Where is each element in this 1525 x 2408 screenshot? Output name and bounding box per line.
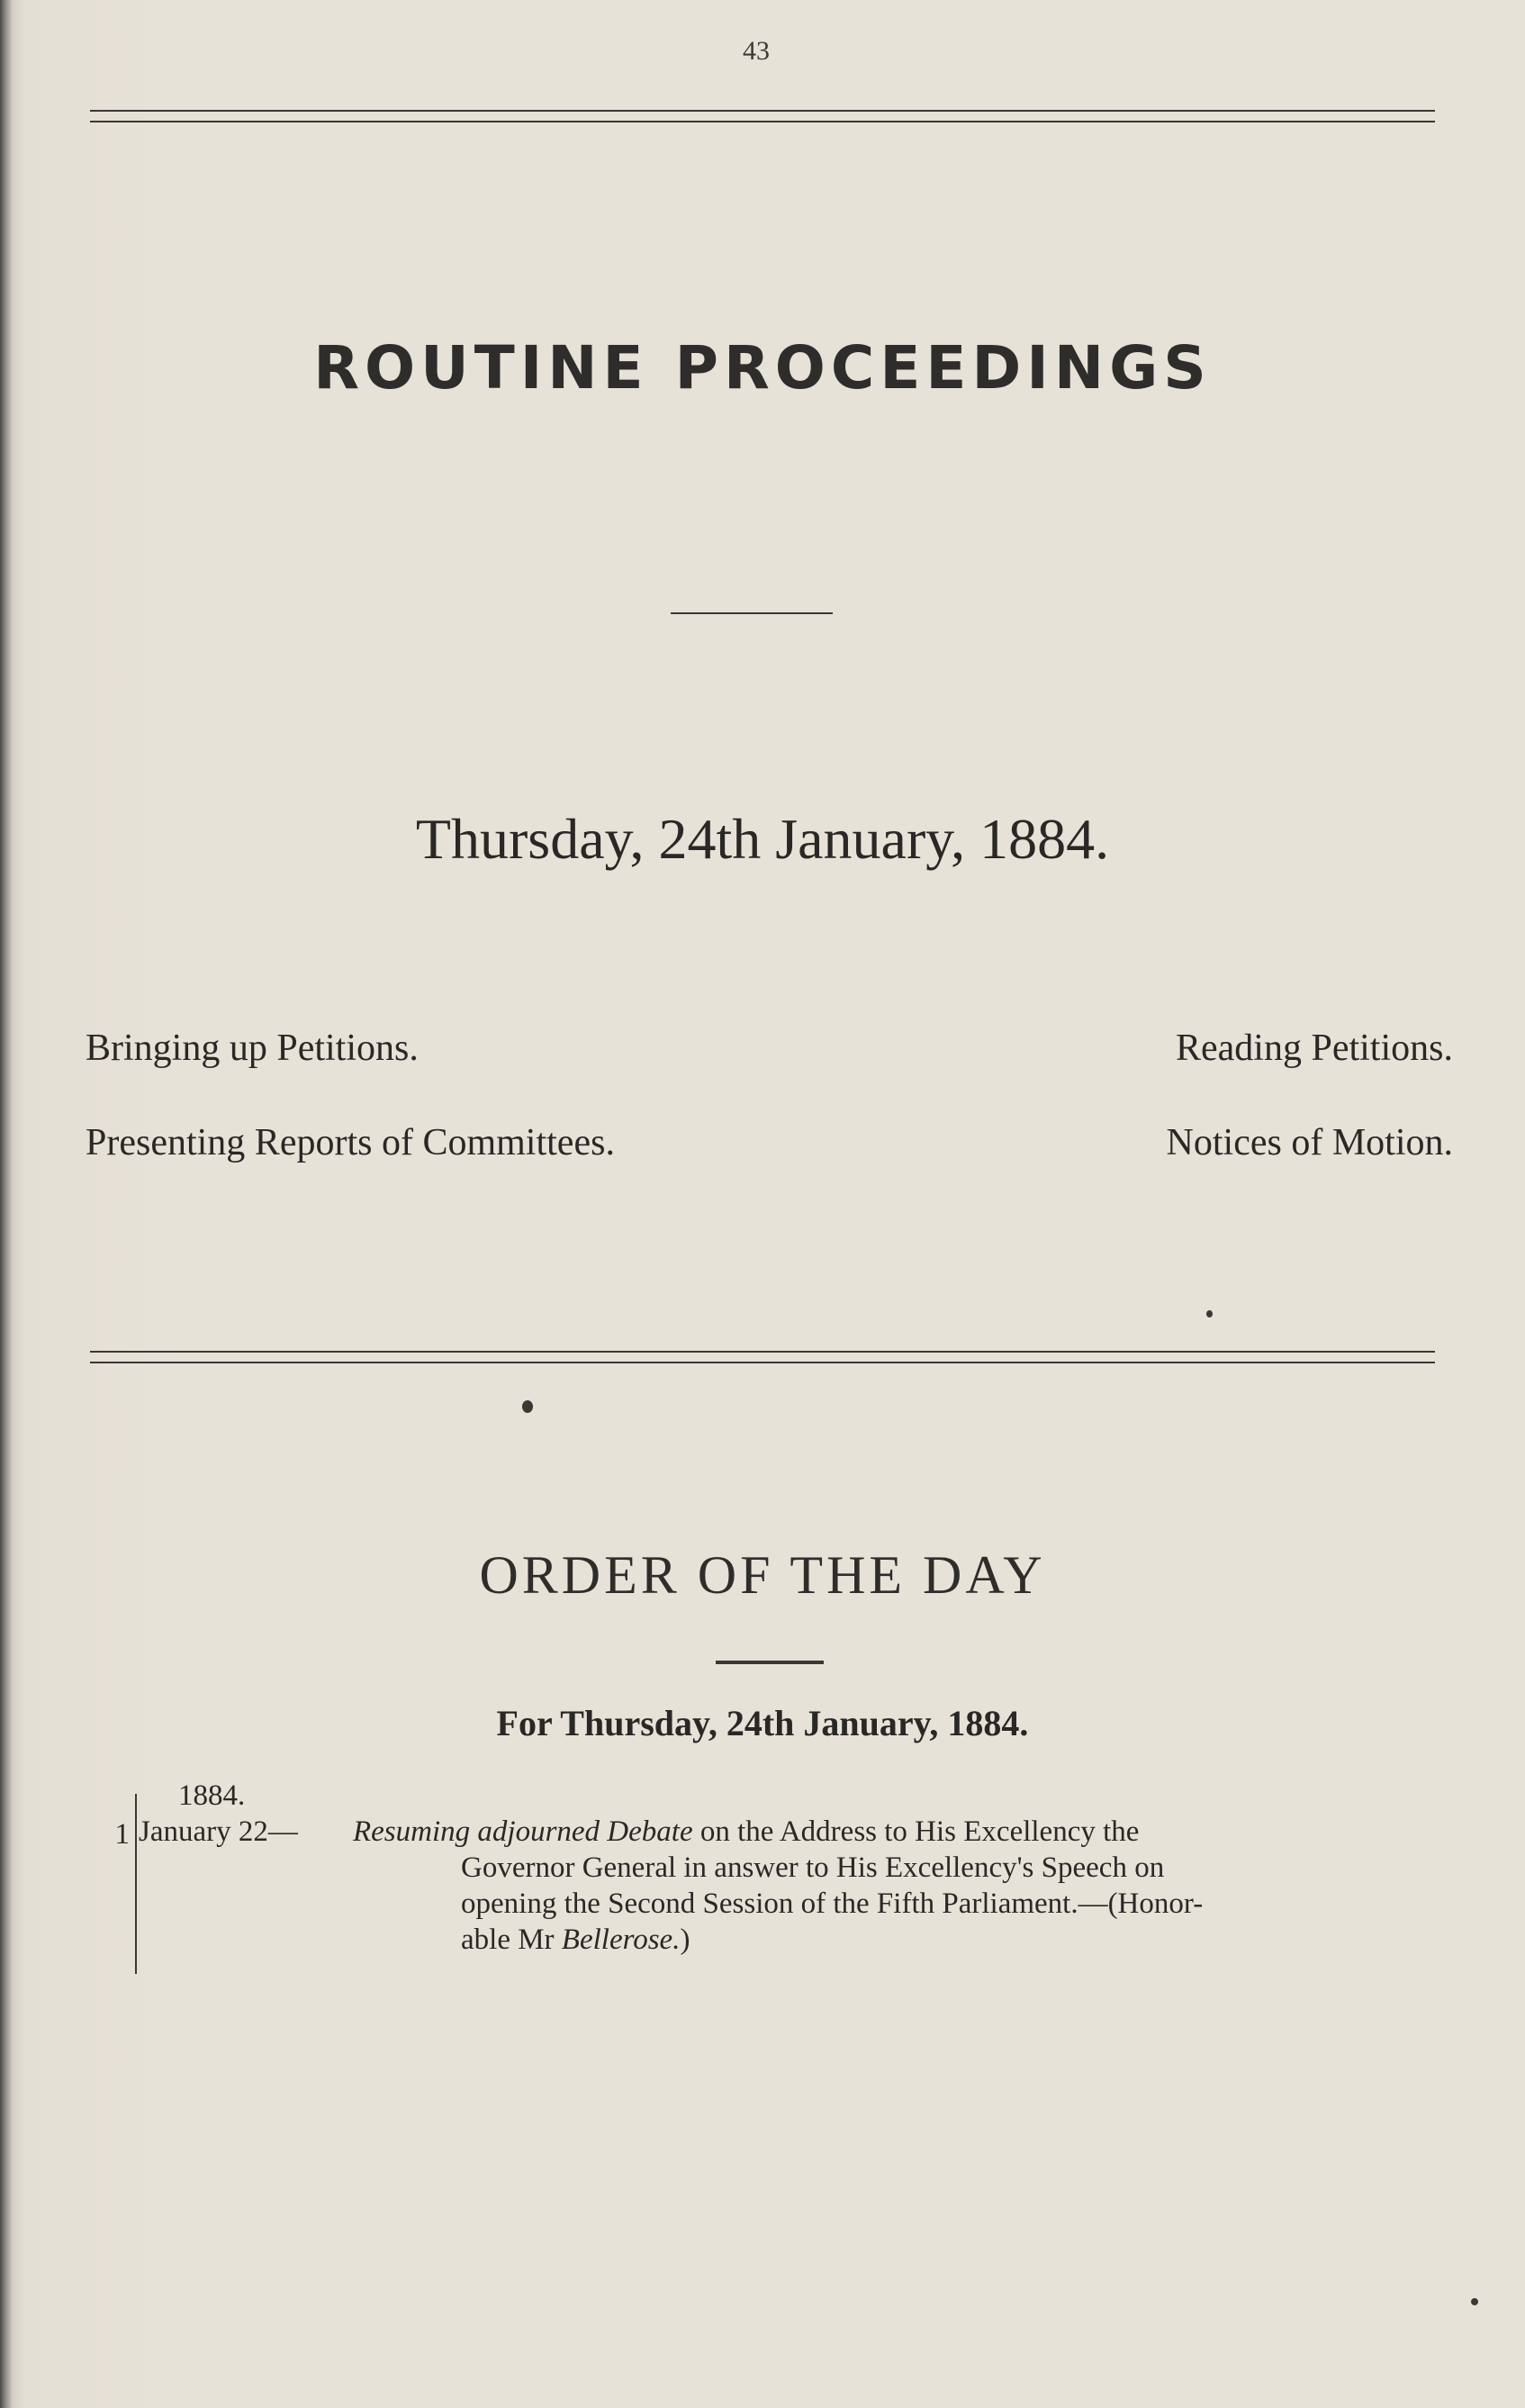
order-entry bbox=[108, 1772, 1458, 1970]
entry-line-4 bbox=[461, 1922, 1455, 1958]
ink-speck bbox=[1206, 1310, 1213, 1317]
entry-number: 1 bbox=[114, 1818, 130, 1851]
routine-proceedings-heading: ROUTINE PROCEEDINGS bbox=[313, 333, 1212, 403]
order-for-date: For Thursday, 24th January, 1884. bbox=[496, 1703, 1029, 1743]
entry-vertical-rule bbox=[135, 1794, 137, 1974]
proc-item-presenting-reports: Presenting Reports of Committees. bbox=[86, 1122, 615, 1163]
ink-speck bbox=[1471, 2298, 1478, 2305]
entry-motion-italic: Resuming adjourned Debate bbox=[353, 1815, 693, 1848]
entry-line-4-end: ) bbox=[680, 1924, 690, 1956]
entry-line-1 bbox=[353, 1814, 1455, 1850]
top-double-rule bbox=[90, 110, 1435, 122]
proc-item-notices-of-motion: Notices of Motion. bbox=[1166, 1122, 1453, 1163]
entry-line-1-rest: on the Address to His Excellency the bbox=[692, 1815, 1140, 1848]
entry-line-4-start: able Mr bbox=[461, 1924, 562, 1956]
sitting-date: Thursday, 24th January, 1884. bbox=[415, 807, 1110, 871]
page-number: 43 bbox=[743, 36, 770, 66]
proc-item-reading-petitions: Reading Petitions. bbox=[1176, 1027, 1453, 1069]
entry-continuation bbox=[461, 1850, 1455, 1958]
entry-member-name: Bellerose. bbox=[561, 1924, 681, 1956]
entry-line-3: opening the Second Session of the Fifth Parliament.—(Honor- bbox=[461, 1887, 1204, 1920]
order-divider bbox=[716, 1661, 824, 1664]
ink-speck bbox=[522, 1400, 533, 1413]
heading-divider bbox=[671, 612, 833, 614]
proc-item-bringing-petitions: Bringing up Petitions. bbox=[86, 1027, 419, 1069]
entry-date: January 22— bbox=[139, 1815, 298, 1848]
entry-text bbox=[353, 1814, 1455, 1958]
middle-double-rule bbox=[90, 1351, 1435, 1363]
entry-year: 1884. bbox=[178, 1779, 246, 1812]
entry-line-2: Governor General in answer to His Excellency's Speech on bbox=[461, 1851, 1165, 1884]
order-of-the-day-heading: ORDER OF THE DAY bbox=[479, 1545, 1046, 1605]
